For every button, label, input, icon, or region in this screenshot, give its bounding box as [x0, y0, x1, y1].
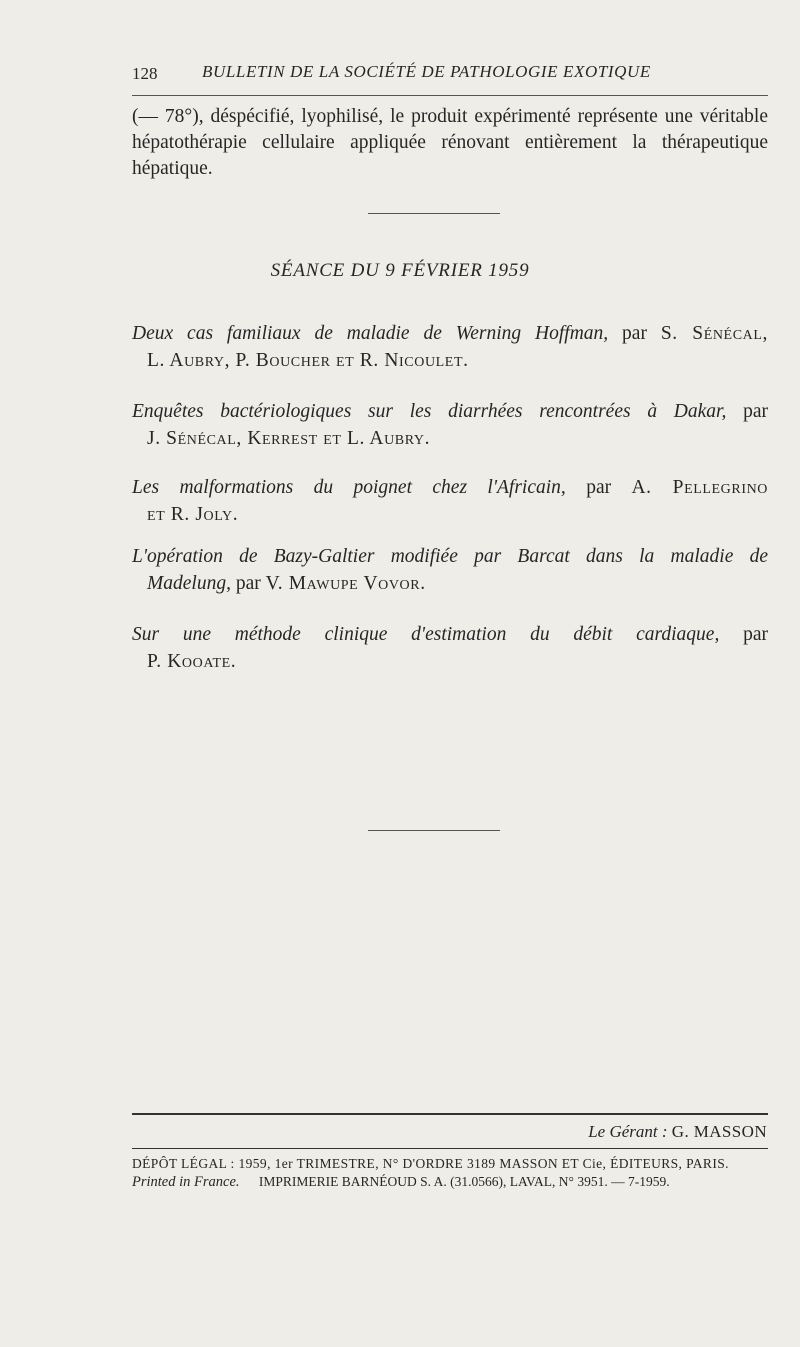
printer-line [132, 1174, 768, 1191]
entry-line [132, 570, 768, 597]
printed-in: Printed in France. [132, 1174, 240, 1190]
entry-authors: S. Sénécal, [660, 323, 768, 344]
page-number: 128 [132, 64, 158, 83]
entry-title: Madelung, [147, 573, 231, 594]
presentation-entry [132, 320, 768, 374]
entry-authors: L. Aubry, P. Boucher et R. Nicoulet. [147, 350, 469, 371]
legal-deposit-line: DÉPÔT LÉGAL : 1959, 1er TRIMESTRE, N° D'ORDRE 3189 MASSON ET Cie, ÉDITEURS, PARIS. [132, 1156, 729, 1171]
header-rule [132, 95, 768, 96]
printer-details: IMPRIMERIE BARNÉOUD S. A. (31.0566), LAVAL, N° 3951. — 7-1959. [258, 1174, 670, 1189]
entry-par: par [743, 401, 769, 422]
entry-title: L'opération de Bazy-Galtier modifiée par Barcat dans la maladie de [132, 546, 768, 567]
presentation-entry [132, 621, 768, 675]
gerant-label: Le Gérant : [588, 1122, 668, 1141]
gerant-name: G. MASSON [671, 1122, 767, 1141]
section-divider [368, 213, 500, 214]
entry-line [132, 398, 768, 425]
gerant-line [588, 1122, 767, 1142]
footer-rule [132, 1113, 768, 1115]
entry-line [132, 501, 768, 528]
presentation-entry [132, 543, 768, 597]
entry-line [132, 320, 768, 347]
entry-line [132, 425, 768, 452]
entry-authors: V. Mawupe Vovor. [265, 573, 426, 594]
entry-par: par [586, 477, 612, 498]
entry-authors: et R. Joly. [147, 504, 239, 525]
footer-rule [132, 1148, 768, 1149]
entry-authors: A. Pellegrino [631, 477, 769, 498]
journal-title: BULLETIN DE LA SOCIÉTÉ DE PATHOLOGIE EXOTIQUE [202, 62, 651, 81]
section-divider [368, 830, 500, 831]
entry-par: par [743, 624, 768, 645]
entry-line [132, 648, 768, 675]
entry-title: Enquêtes bactériologiques sur les diarrhées rencontrées à Dakar, [132, 401, 727, 422]
entry-title: Deux cas familiaux de maladie de Werning Hoffman, [132, 323, 609, 344]
entry-title: Sur une méthode clinique d'estimation du débit cardiaque, [132, 624, 720, 645]
presentation-entry [132, 398, 768, 452]
entry-par: par [622, 323, 647, 344]
entry-title: Les malformations du poignet chez l'Africain, [132, 477, 566, 498]
entry-line [132, 347, 768, 374]
intro-paragraph: (— 78°), déspécifié, lyophilisé, le produit expérimenté représente une véritable hépatothérapie cellulaire appliquée rénovant entièrement la thérapeutique hépatique. [132, 106, 768, 179]
entry-par: par [235, 573, 261, 594]
entry-line [132, 543, 768, 570]
presentation-entry [132, 474, 768, 528]
entry-line [132, 474, 768, 501]
entry-line [132, 621, 768, 648]
entry-authors: J. Sénécal, Kerrest et L. Aubry. [147, 428, 431, 449]
entry-authors: P. Kooate. [147, 651, 237, 672]
session-title: SÉANCE DU 9 FÉVRIER 1959 [270, 260, 530, 281]
running-header [132, 62, 768, 88]
